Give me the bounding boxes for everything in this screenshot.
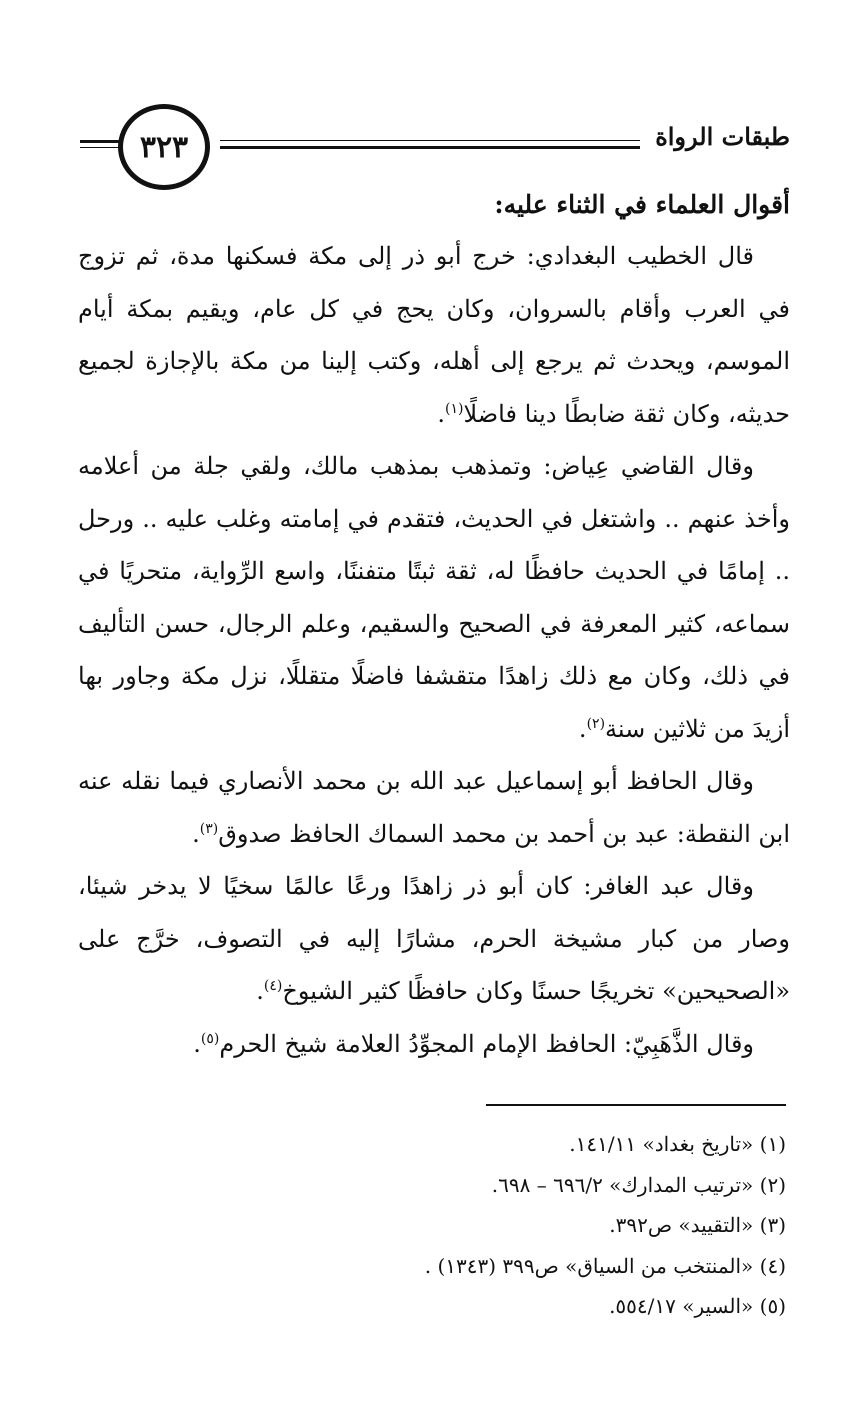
paragraph-end: .: [193, 1029, 201, 1058]
paragraph-text: وقال عبد الغافر: كان أبو ذر زاهدًا ورعًا عالمًا سخيًا لا يدخر شيئا، وصار من كبار مشيخة الحرم، مشارًا إليه في التصوف، خرَّج على «الصحيحين» تخريجًا حسنًا وكان حافظًا كثير الشيوخ: [78, 872, 790, 1005]
footnote: (٢) «ترتيب المدارك» ٦٩٦/٢ – ٦٩٨.: [491, 1172, 786, 1197]
paragraph-end: .: [578, 714, 587, 743]
header-rule-right: [220, 146, 640, 149]
paragraph: [78, 1018, 790, 1071]
header-rule-right-thin: [220, 140, 640, 141]
paragraph-end: .: [437, 399, 445, 428]
footnote-marker: (٥): [200, 1030, 220, 1047]
footnote: (٤) «المنتخب من السياق» ص٣٩٩ (١٣٤٣) .: [424, 1253, 786, 1278]
footnote-separator: [486, 1104, 786, 1106]
page-number: ٣٢٣: [118, 104, 210, 190]
paragraph-end: .: [256, 977, 264, 1005]
footnote: (٥) «السير» ٥٥٤/١٧.: [609, 1294, 786, 1318]
footnote: (١) «تاريخ بغداد» ١٤١/١١.: [569, 1132, 786, 1156]
paragraph-text: وقال الذَّهَبِيّ: الحافظ الإمام المجوِّدُ العلامة شيخ الحرم: [219, 1029, 754, 1058]
paragraph: [78, 230, 790, 440]
footnotes: [80, 1124, 786, 1327]
footnote-marker: (٤): [263, 978, 283, 994]
paragraph-text: وقال الحافظ أبو إسماعيل عبد الله بن محمد الأنصاري فيما نقله عنه ابن النقطة: عبد بن أحمد بن محمد السماك الحافظ صدوق: [78, 767, 790, 848]
footnote: (٣) «التقييد» ص٣٩٢.: [609, 1213, 786, 1237]
footnote-marker: (٢): [586, 715, 606, 732]
page-header: [80, 100, 790, 190]
paragraph-end: .: [192, 819, 200, 848]
paragraph: [78, 755, 790, 860]
main-text: [78, 180, 790, 1070]
paragraph: [78, 440, 790, 755]
running-title: طبقات الرواة: [655, 122, 790, 151]
paragraph-text: وقال القاضي عِياض: وتمذهب بمذهب مالك، ولقي جلة من أعلامه وأخذ عنهم .. واشتغل في الحديث، فتقدم في إمامته وغلب عليه .. ورحل .. إمامًا في الحديث حافظًا له، ثقة ثبتًا متفننًا، واسع الرِّواية، متحريًا في سماعه، كثير المعرفة في الصحيح والسقيم، وعلم الرجال، حسن التأليف في ذلك، وكان مع ذلك زاهدًا متقشفا فاضلًا متقللًا، نزل مكة وجاور بها أزيدَ من ثلاثين سنة: [78, 452, 790, 743]
footnote-marker: (٣): [199, 820, 219, 837]
footnote-marker: (١): [445, 400, 464, 417]
paragraph: [78, 860, 790, 1018]
paragraph-text: قال الخطيب البغدادي: خرج أبو ذر إلى مكة فسكنها مدة، ثم تزوج في العرب وأقام بالسروان، وكان يحج في كل عام، ويقيم بمكة أيام الموسم، ويحدث ثم يرجع إلى أهله، وكتب إلينا من مكة بالإجازة لجميع حديثه، وكان ثقة ضابطًا دينا فاضلًا: [78, 242, 790, 428]
section-heading: أقوال العلماء في الثناء عليه:: [494, 190, 790, 219]
